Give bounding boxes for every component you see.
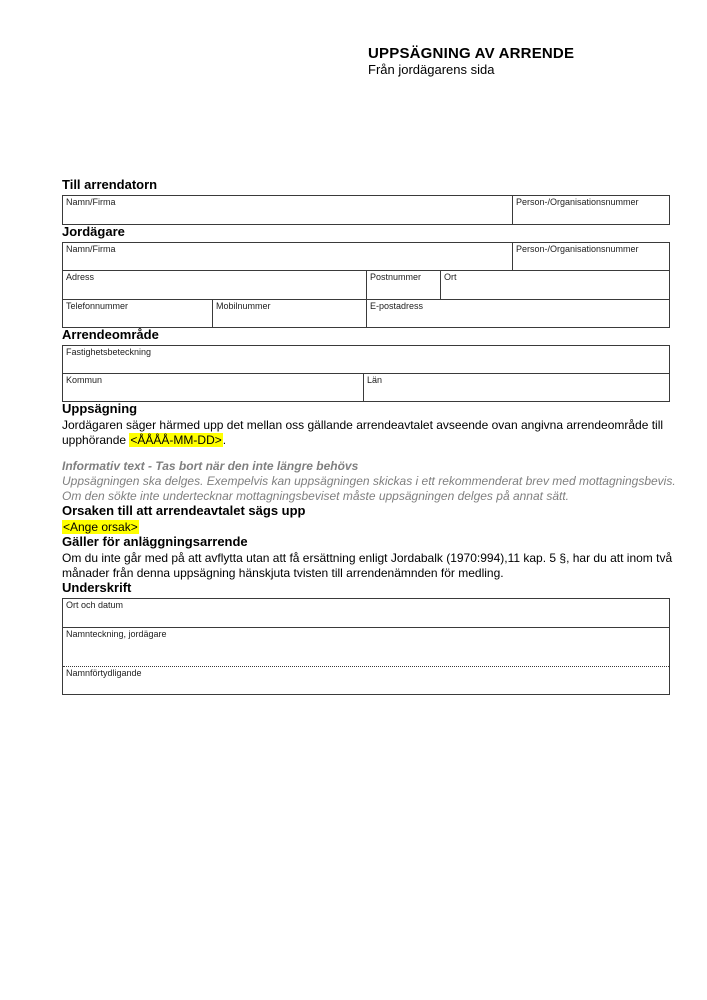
section-heading-till-arrendatorn: Till arrendatorn: [62, 177, 158, 192]
field-label-lan: Län: [367, 375, 383, 385]
field-jordagare-telefonnummer[interactable]: [63, 300, 212, 327]
field-label-namnteckning-jordagare: Namnteckning, jordägare: [66, 629, 167, 639]
field-label-namnfortydligande: Namnförtydligande: [66, 668, 142, 678]
section-informativ-text: [62, 459, 698, 504]
section-arrendeomrade: [62, 328, 698, 402]
field-label-epostadress: E-postadress: [370, 301, 424, 311]
section-jordagare: [62, 225, 698, 328]
field-jordagare-mobilnummer[interactable]: [212, 300, 366, 327]
section-uppsagning: [62, 402, 698, 448]
arrendeomrade-table: [62, 345, 670, 402]
table-row: [63, 599, 669, 627]
field-label-mobilnummer: Mobilnummer: [216, 301, 271, 311]
jordagare-table: [62, 242, 670, 328]
document-subtitle: Från jordägarens sida: [368, 62, 495, 77]
section-heading-anlaggningsarrende: Gäller för anläggningsarrende: [62, 534, 248, 549]
uppsagning-text-post: .: [222, 433, 227, 447]
field-arrendator-person-organisationsnummer[interactable]: [512, 196, 669, 224]
field-jordagare-postnummer[interactable]: [366, 271, 440, 299]
field-jordagare-person-organisationsnummer[interactable]: [512, 243, 669, 270]
field-kommun[interactable]: [63, 374, 363, 401]
informativ-heading: Informativ text - Tas bort när den inte längre behövs: [62, 459, 359, 473]
section-orsaken: [62, 504, 698, 535]
uppsagning-paragraph: [62, 418, 698, 448]
table-row: [63, 243, 669, 270]
field-label-fastighetsbeteckning: Fastighetsbeteckning: [66, 347, 152, 357]
section-heading-arrendeomrade: Arrendeområde: [62, 327, 159, 342]
field-label-person-organisationsnummer: Person-/Organisationsnummer: [516, 197, 639, 207]
field-label-postnummer: Postnummer: [370, 272, 422, 282]
underskrift-table: [62, 598, 670, 695]
uppsagning-text-pre: Jordägaren säger härmed upp det mellan oss gällande arrendeavtalet avseende ovan angivna arrendeområde till upphörande: [62, 418, 664, 447]
table-row: [63, 627, 669, 666]
field-namnfortydligande[interactable]: [63, 667, 669, 694]
anlaggningsarrende-paragraph: Om du inte går med på att avflytta utan att få ersättning enligt Jordabalk (1970:994),11 kap. 5 §, har du att inom två månader från denna uppsägning hänskjuta tvisten till arrendenämnden för medling.: [62, 551, 673, 580]
table-row: [63, 373, 669, 401]
section-till-arrendatorn: [62, 178, 698, 225]
section-underskrift: [62, 581, 698, 695]
section-heading-jordagare: Jordägare: [62, 224, 125, 239]
field-label-telefonnummer: Telefonnummer: [66, 301, 129, 311]
field-ort-och-datum[interactable]: [63, 599, 669, 627]
section-heading-orsaken: Orsaken till att arrendeavtalet sägs upp: [62, 503, 306, 518]
table-row: [63, 270, 669, 299]
field-jordagare-ort[interactable]: [440, 271, 669, 299]
field-fastighetsbeteckning[interactable]: [63, 346, 669, 373]
field-namnteckning-jordagare[interactable]: [63, 628, 669, 666]
field-label-person-organisationsnummer: Person-/Organisationsnummer: [516, 244, 639, 254]
field-label-ort-och-datum: Ort och datum: [66, 600, 124, 610]
field-jordagare-epostadress[interactable]: [366, 300, 669, 327]
informativ-body: Uppsägningen ska delges. Exempelvis kan uppsägningen skickas i ett rekommenderat brev med mottagningsbevis. Om den sökte inte undertecknar mottagningsbeviset måste uppsägningen delges på annat sätt.: [62, 474, 676, 503]
document-title: UPPSÄGNING AV ARRENDE: [368, 45, 575, 62]
section-heading-underskrift: Underskrift: [62, 580, 132, 595]
field-label-ort: Ort: [444, 272, 457, 282]
field-jordagare-adress[interactable]: [63, 271, 366, 299]
table-row: [63, 196, 669, 224]
field-arrendator-namn-firma[interactable]: [63, 196, 512, 224]
table-row: [63, 299, 669, 327]
till-arrendatorn-table: [62, 195, 670, 225]
form-content: [62, 178, 698, 695]
date-placeholder-highlight[interactable]: <ÅÅÅÅ-MM-DD>: [130, 433, 222, 447]
field-label-kommun: Kommun: [66, 375, 103, 385]
orsak-line: [62, 520, 698, 535]
field-label-adress: Adress: [66, 272, 95, 282]
field-jordagare-namn-firma[interactable]: [63, 243, 512, 270]
section-heading-uppsagning: Uppsägning: [62, 401, 138, 416]
section-anlaggningsarrende: [62, 535, 698, 581]
table-row: [63, 666, 669, 694]
field-lan[interactable]: [363, 374, 669, 401]
table-row: [63, 346, 669, 373]
orsak-placeholder-highlight[interactable]: <Ange orsak>: [63, 520, 138, 534]
field-label-namn-firma: Namn/Firma: [66, 197, 116, 207]
document-header: [368, 46, 574, 77]
field-label-namn-firma: Namn/Firma: [66, 244, 116, 254]
